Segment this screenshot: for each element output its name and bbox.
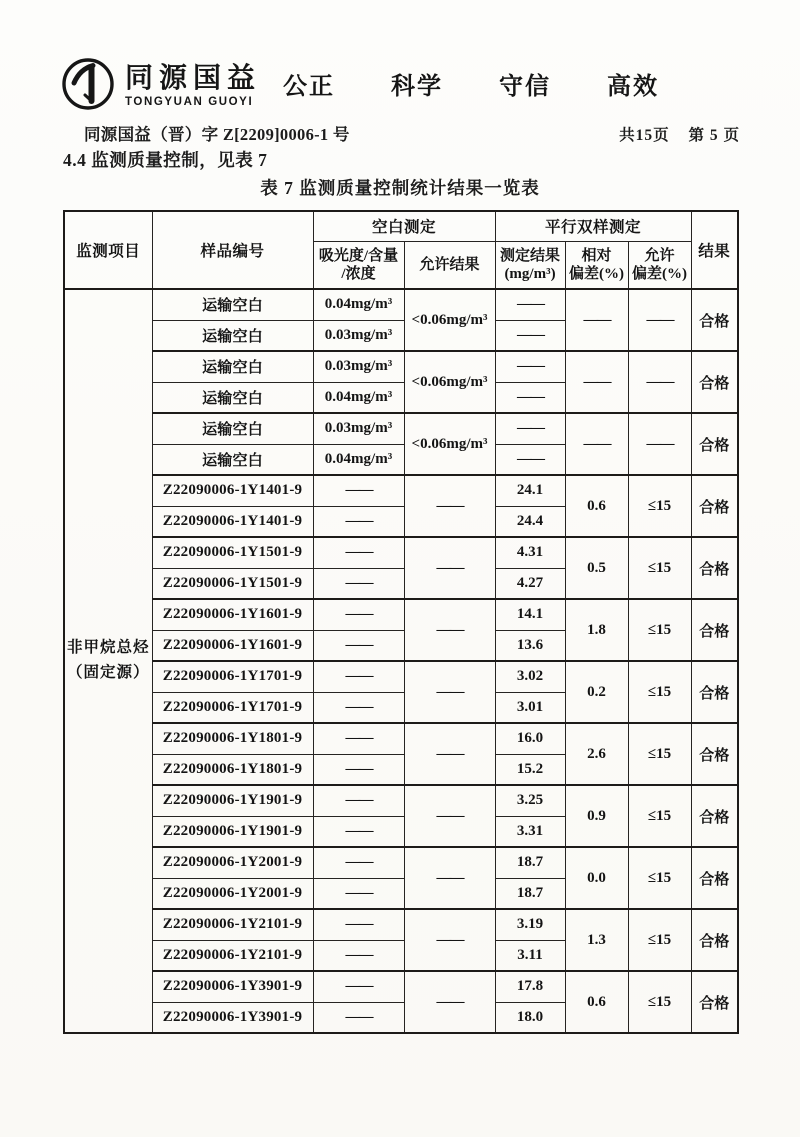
allowed-deviation-cell: —— [628,413,691,475]
sample-id-cell: Z22090006-1Y1501-9 [152,537,313,568]
measured-value-cell: 24.4 [495,506,565,537]
blank-value-cell: —— [313,816,404,847]
measured-value-cell: 4.27 [495,568,565,599]
allowed-result-cell: —— [404,723,495,785]
monitoring-item-cell: 非甲烷总烃 （固定源） [64,289,152,1033]
allowed-result-cell: —— [404,971,495,1033]
allowed-deviation-cell: —— [628,289,691,351]
brand-name-cn: 同源国益 [125,62,262,93]
page-indicator [605,123,740,145]
sample-id-cell: 运输空白 [152,444,313,475]
sample-id-cell: Z22090006-1Y1901-9 [152,785,313,816]
sample-id-cell: Z22090006-1Y2001-9 [152,847,313,878]
measured-value-cell: —— [495,320,565,351]
allowed-result-cell: <0.06mg/m³ [404,413,495,475]
brand-name-en: TONGYUAN GUOYI [125,96,254,108]
verdict-cell: 合格 [691,971,738,1033]
blank-value-cell: —— [313,630,404,661]
table-row [64,537,738,568]
relative-deviation-cell: 2.6 [565,723,628,785]
measured-value-cell: —— [495,444,565,475]
header-allowed-result: 允许结果 [404,241,495,289]
sample-id-cell: Z22090006-1Y2001-9 [152,878,313,909]
relative-deviation-cell: 0.6 [565,971,628,1033]
verdict-cell: 合格 [691,351,738,413]
measured-value-cell: —— [495,382,565,413]
logo-icon [60,56,116,112]
measured-value-cell: 4.31 [495,537,565,568]
measured-value-cell: 3.11 [495,940,565,971]
verdict-cell: 合格 [691,909,738,971]
verdict-cell: 合格 [691,723,738,785]
header-relative-deviation: 相对 偏差(%) [565,241,628,289]
relative-deviation-cell: 0.9 [565,785,628,847]
sample-id-cell: Z22090006-1Y1701-9 [152,692,313,723]
header-monitoring-item: 监测项目 [64,211,152,289]
sample-id-cell: Z22090006-1Y2101-9 [152,909,313,940]
verdict-cell: 合格 [691,289,738,351]
sample-id-cell: 运输空白 [152,351,313,382]
relative-deviation-cell: 0.5 [565,537,628,599]
allowed-deviation-cell: ≤15 [628,785,691,847]
table-row [64,413,738,444]
table-row [64,785,738,816]
verdict-cell: 合格 [691,537,738,599]
relative-deviation-cell: —— [565,289,628,351]
measured-value-cell: 17.8 [495,971,565,1002]
measured-value-cell: 24.1 [495,475,565,506]
header-result: 结果 [691,211,738,289]
blank-value-cell: —— [313,537,404,568]
relative-deviation-cell: 1.8 [565,599,628,661]
table-row [64,909,738,940]
sample-id-cell: Z22090006-1Y3901-9 [152,1002,313,1033]
table-header [64,211,738,289]
allowed-result-cell: <0.06mg/m³ [404,289,495,351]
blank-value-cell: 0.03mg/m³ [313,320,404,351]
measured-value-cell: 18.7 [495,878,565,909]
doc-meta-row [84,121,740,145]
measured-value-cell: 16.0 [495,723,565,754]
slogan-word: 守信 [499,74,551,100]
verdict-cell: 合格 [691,785,738,847]
measured-value-cell: 15.2 [495,754,565,785]
blank-value-cell: —— [313,878,404,909]
header-allowed-deviation: 允许 偏差(%) [628,241,691,289]
header-blank-group: 空白测定 [313,211,495,241]
header-row-1 [64,211,738,241]
table-row [64,971,738,1002]
header-sample-id: 样品编号 [152,211,313,289]
measured-value-cell: 13.6 [495,630,565,661]
allowed-deviation-cell: ≤15 [628,475,691,537]
measured-value-cell: 3.19 [495,909,565,940]
allowed-result-cell: —— [404,785,495,847]
verdict-cell: 合格 [691,475,738,537]
table-row [64,289,738,320]
relative-deviation-cell: 0.6 [565,475,628,537]
allowed-deviation-cell: ≤15 [628,723,691,785]
table-title: 表 7 监测质量控制统计结果一览表 [260,178,540,198]
measured-value-cell: 18.7 [495,847,565,878]
blank-value-cell: 0.04mg/m³ [313,382,404,413]
blank-value-cell: —— [313,754,404,785]
brand-text [125,56,261,108]
allowed-deviation-cell: —— [628,351,691,413]
measured-value-cell: 14.1 [495,599,565,630]
brand-block [60,56,261,112]
relative-deviation-cell: 0.2 [565,661,628,723]
sample-id-cell: Z22090006-1Y1901-9 [152,816,313,847]
blank-value-cell: 0.04mg/m³ [313,289,404,320]
sample-id-cell: Z22090006-1Y1401-9 [152,475,313,506]
allowed-deviation-cell: ≤15 [628,971,691,1033]
slogan [283,66,659,101]
blank-value-cell: —— [313,661,404,692]
blank-value-cell: 0.03mg/m³ [313,413,404,444]
measured-value-cell: 3.01 [495,692,565,723]
sample-id-cell: Z22090006-1Y3901-9 [152,971,313,1002]
allowed-result-cell: —— [404,475,495,537]
allowed-deviation-cell: ≤15 [628,909,691,971]
blank-value-cell: —— [313,940,404,971]
allowed-deviation-cell: ≤15 [628,661,691,723]
sample-id-cell: 运输空白 [152,382,313,413]
table-row [64,661,738,692]
sample-id-cell: Z22090006-1Y1701-9 [152,661,313,692]
header-measured-result: 测定结果 (mg/m³) [495,241,565,289]
table-row [64,847,738,878]
verdict-cell: 合格 [691,599,738,661]
allowed-result-cell: <0.06mg/m³ [404,351,495,413]
measured-value-cell: 3.02 [495,661,565,692]
sample-id-cell: Z22090006-1Y2101-9 [152,940,313,971]
blank-value-cell: —— [313,568,404,599]
measured-value-cell: —— [495,351,565,382]
table-row [64,599,738,630]
header-blank-value: 吸光度/含量 /浓度 [313,241,404,289]
measured-value-cell: 3.31 [495,816,565,847]
section-heading: 4.4 监测质量控制，见表 7 [63,150,268,170]
measured-value-cell: 3.25 [495,785,565,816]
blank-value-cell: —— [313,1002,404,1033]
verdict-cell: 合格 [691,661,738,723]
blank-value-cell: —— [313,692,404,723]
measured-value-cell: 18.0 [495,1002,565,1033]
table-body [64,289,738,1033]
allowed-deviation-cell: ≤15 [628,599,691,661]
blank-value-cell: —— [313,506,404,537]
blank-value-cell: —— [313,599,404,630]
sample-id-cell: Z22090006-1Y1601-9 [152,599,313,630]
relative-deviation-cell: 1.3 [565,909,628,971]
blank-value-cell: —— [313,475,404,506]
allowed-result-cell: —— [404,661,495,723]
page-current: 第 5 页 [688,127,740,144]
measured-value-cell: —— [495,289,565,320]
blank-value-cell: 0.03mg/m³ [313,351,404,382]
sample-id-cell: 运输空白 [152,320,313,351]
sample-id-cell: Z22090006-1Y1801-9 [152,754,313,785]
allowed-deviation-cell: ≤15 [628,847,691,909]
allowed-result-cell: —— [404,909,495,971]
sample-id-cell: Z22090006-1Y1501-9 [152,568,313,599]
qc-results-table [63,210,739,1034]
verdict-cell: 合格 [691,413,738,475]
measured-value-cell: —— [495,413,565,444]
blank-value-cell: —— [313,785,404,816]
allowed-result-cell: —— [404,599,495,661]
table-row [64,723,738,754]
doc-number: 同源国益（晋）字 Z[2209]0006-1 号 [84,125,350,144]
allowed-deviation-cell: ≤15 [628,537,691,599]
slogan-word: 公正 [283,74,335,100]
table-row [64,351,738,382]
sample-id-cell: 运输空白 [152,413,313,444]
relative-deviation-cell: —— [565,351,628,413]
relative-deviation-cell: —— [565,413,628,475]
sample-id-cell: Z22090006-1Y1801-9 [152,723,313,754]
blank-value-cell: 0.04mg/m³ [313,444,404,475]
header-parallel-group: 平行双样测定 [495,211,691,241]
slogan-word: 科学 [391,74,443,100]
table-row [64,475,738,506]
blank-value-cell: —— [313,909,404,940]
relative-deviation-cell: 0.0 [565,847,628,909]
blank-value-cell: —— [313,971,404,1002]
sample-id-cell: Z22090006-1Y1601-9 [152,630,313,661]
page-total: 共15页 [619,127,670,144]
allowed-result-cell: —— [404,537,495,599]
allowed-result-cell: —— [404,847,495,909]
sample-id-cell: Z22090006-1Y1401-9 [152,506,313,537]
slogan-word: 高效 [607,74,659,100]
blank-value-cell: —— [313,847,404,878]
verdict-cell: 合格 [691,847,738,909]
blank-value-cell: —— [313,723,404,754]
sample-id-cell: 运输空白 [152,289,313,320]
